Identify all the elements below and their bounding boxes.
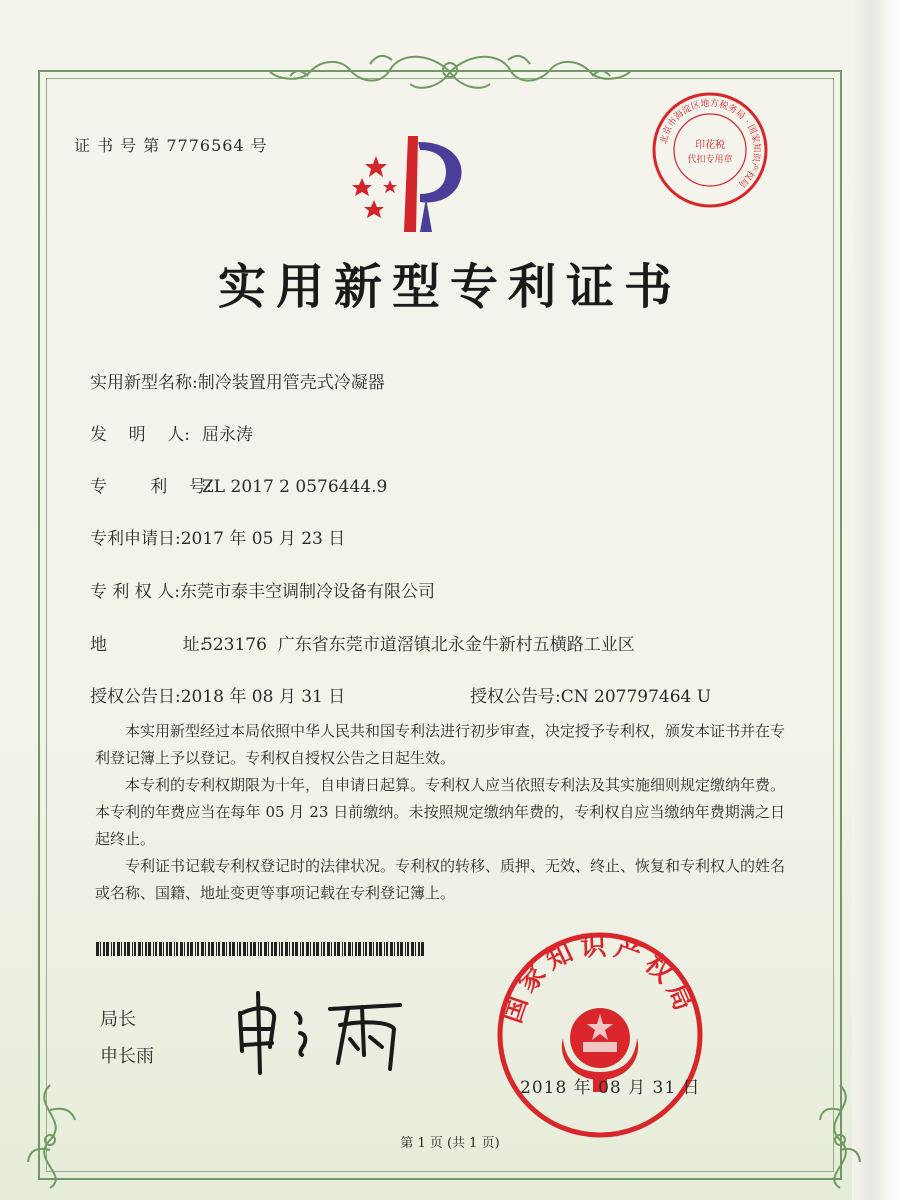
field-patent-label: 专 利 号: <box>90 477 212 497</box>
tax-stamp-seal <box>650 90 770 210</box>
field-filing-label: 专利申请日: <box>90 529 181 549</box>
svg-text:北京市海淀区地方税务局 · 国家知识产权局: 北京市海淀区地方税务局 · 国家知识产权局 <box>659 98 762 189</box>
top-ornament <box>250 42 650 102</box>
field-grant-date <box>90 682 345 707</box>
field-patent-value: ZL 2017 2 0576444.9 <box>202 477 388 497</box>
director-title: 局长 <box>100 1009 136 1030</box>
paragraph-1: 本实用新型经过本局依照中华人民共和国专利法进行初步审查，决定授予专利权，颁发本证书并在专利登记簿上予以登记。专利权自授权公告之日起生效。 <box>95 722 786 767</box>
field-filing-date <box>90 524 345 549</box>
director-name: 申长雨 <box>100 1046 154 1067</box>
national-ip-office-seal <box>495 930 705 1140</box>
field-address-value: 523176 广东省东莞市道滘镇北永金牛新村五横路工业区 <box>202 635 635 655</box>
field-name-value: 制冷装置用管壳式冷凝器 <box>197 373 385 393</box>
patent-office-emblem-icon <box>346 128 476 238</box>
paper-edge <box>852 0 900 1200</box>
inner-border <box>46 78 834 1172</box>
field-patent-number <box>90 472 387 497</box>
certificate-number: 证 书 号 第 7776564 号 <box>74 136 268 155</box>
field-grant-date-value: 2018 年 08 月 31 日 <box>180 687 346 707</box>
paragraph-3: 专利证书记载专利权登记时的法律状况。专利权的转移、质押、无效、终止、恢复和专利权人的姓名或名称、国籍、地址变更等事项记载在专利登记簿上。 <box>95 857 786 902</box>
field-grant-number-label: 授权公告号: <box>470 687 561 707</box>
field-inventor-label: 发 明 人: <box>90 425 190 445</box>
field-inventor <box>90 420 253 445</box>
page-number: 第 1 页 (共 1 页) <box>400 1136 500 1151</box>
field-filing-value: 2017 年 05 月 23 日 <box>180 529 346 549</box>
field-name-label: 实用新型名称: <box>90 373 198 393</box>
handwritten-signature <box>230 985 430 1075</box>
field-holder <box>90 577 435 602</box>
field-grant-number-value: CN 207797464 U <box>560 687 712 707</box>
paragraph-2: 本专利的专利权期限为十年，自申请日起算。专利权人应当依照专利法及其实施细则规定缴纳年费。本专利的年费应当在每年 05 月 23 日前缴纳。未按照规定缴纳年费的，专利权自应当缴纳年费期满之日起终止。 <box>95 776 786 848</box>
field-inventor-value: 屈永涛 <box>202 425 253 445</box>
seal-ring-text: 国家知识产权局 <box>497 931 701 1027</box>
field-address-label: 地 址: <box>90 635 206 655</box>
certificate-title: 实用新型专利证书 <box>217 259 682 315</box>
svg-text:代扣专用章: 代扣专用章 <box>687 155 733 165</box>
field-holder-value: 东莞市泰丰空调制冷设备有限公司 <box>179 582 435 602</box>
field-holder-label: 专 利 权 人: <box>90 582 180 602</box>
field-grant-number <box>470 682 711 707</box>
field-grant-date-label: 授权公告日: <box>90 687 181 707</box>
seal-date: 2018 年 08 月 31 日 <box>520 1078 701 1098</box>
field-address <box>90 630 635 655</box>
svg-text:印花税: 印花税 <box>695 140 725 151</box>
barcode <box>96 942 426 956</box>
field-name <box>90 368 385 393</box>
